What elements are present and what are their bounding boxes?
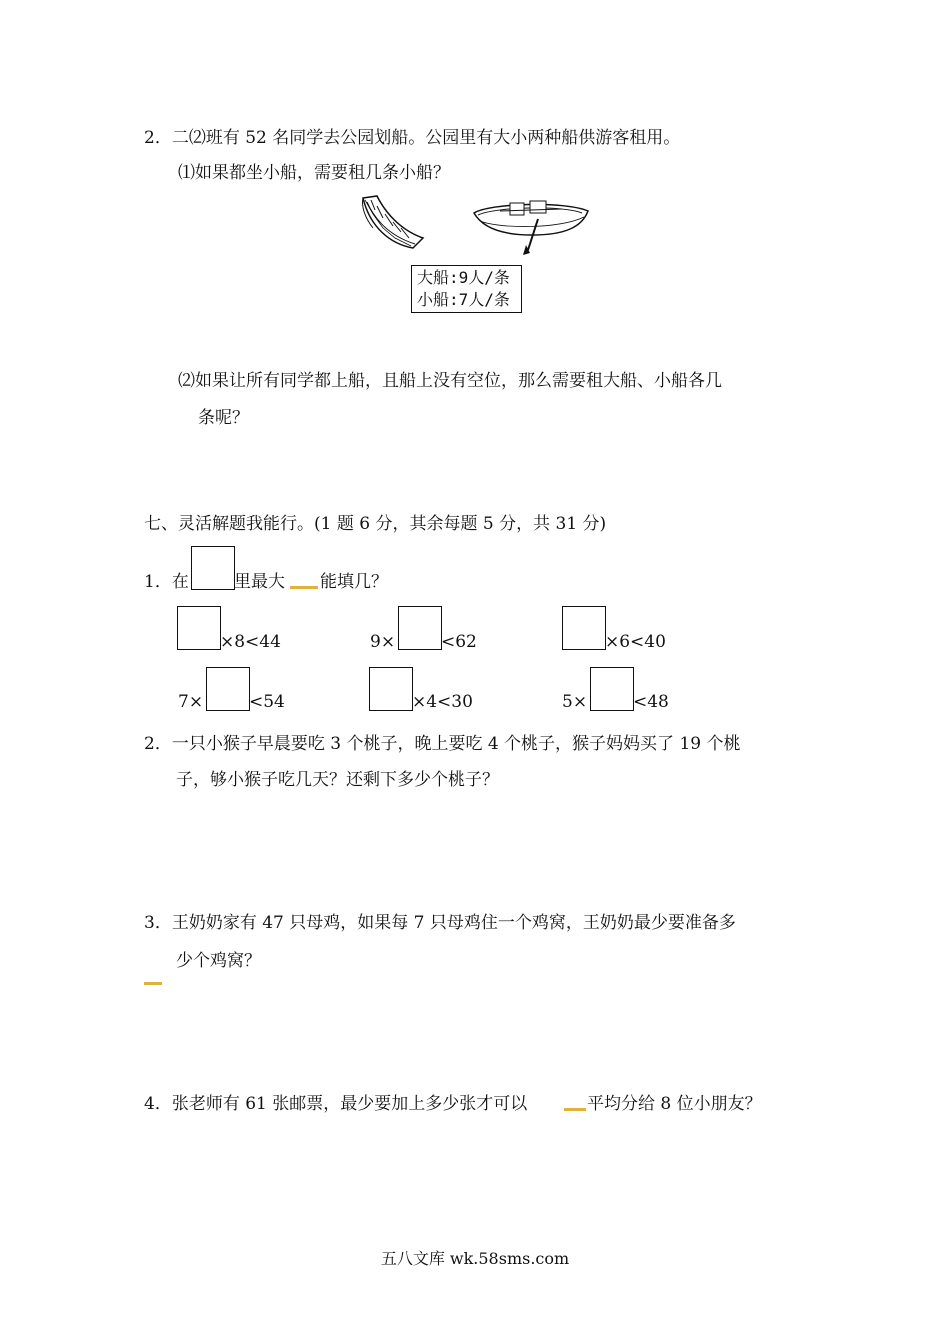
q1-mid: 里最大: [234, 572, 285, 592]
q1-suffix: 能填几？: [320, 572, 388, 592]
answer-box[interactable]: [398, 606, 442, 650]
expr-4-prefix: 7×: [178, 692, 204, 712]
expr-2-prefix: 9×: [370, 632, 396, 652]
q2-line2: 子，够小猴子吃几天？还剩下多少个桃子？: [176, 770, 499, 790]
q4-suffix: 平均分给 8 位小朋友？: [587, 1094, 762, 1114]
big-boat-illustration: [355, 192, 430, 254]
expr-6-prefix: 5×: [562, 692, 588, 712]
expr-4-suffix: <54: [249, 692, 285, 712]
q3-line1: 3．王奶奶家有 47 只母鸡，如果每 7 只母鸡住一个鸡窝，王奶奶最少要准备多: [144, 913, 736, 933]
section7-heading: 七、灵活解题我能行。(1 题 6 分，其余每题 5 分，共 31 分): [144, 514, 607, 534]
q1-prefix: 1．在: [144, 572, 189, 592]
highlight-mark: [144, 982, 162, 985]
legend-small-boat: 小船:7人/条: [417, 290, 510, 309]
answer-box[interactable]: [191, 546, 235, 590]
answer-box[interactable]: [590, 667, 634, 711]
expr-6-suffix: <48: [633, 692, 669, 712]
footer-watermark: 五八文库 wk.58sms.com: [380, 1249, 570, 1268]
expr-3: ×6<40: [605, 632, 666, 652]
answer-box[interactable]: [562, 606, 606, 650]
q4-prefix: 4．张老师有 61 张邮票，最少要加上多少张才可以: [144, 1094, 528, 1114]
expr-5: ×4<30: [412, 692, 473, 712]
q3-line2: 少个鸡窝？: [176, 951, 261, 971]
answer-box[interactable]: [177, 606, 221, 650]
expr-2-suffix: <62: [441, 632, 477, 652]
q2-line1: 2．一只小猴子早晨要吃 3 个桃子，晚上要吃 4 个桃子，猴子妈妈买了 19 个桃: [144, 734, 741, 754]
legend-big-boat: 大船:9人/条: [417, 268, 510, 287]
q2-subquestion-2-line1: ⑵如果让所有同学都上船，且船上没有空位，那么需要租大船、小船各几: [178, 371, 722, 391]
highlight-mark: [290, 586, 318, 589]
boat-capacity-legend: [411, 265, 522, 313]
q2-subquestion-2-line2: 条呢？: [198, 408, 249, 428]
answer-box[interactable]: [206, 667, 250, 711]
answer-box[interactable]: [369, 667, 413, 711]
expr-1: ×8<44: [220, 632, 281, 652]
highlight-mark: [564, 1108, 586, 1111]
small-boat-illustration: [470, 195, 592, 257]
q2-subquestion-1: ⑴如果都坐小船，需要租几条小船？: [178, 163, 450, 183]
q2-title: 2．二⑵班有 52 名同学去公园划船。公园里有大小两种船供游客租用。: [144, 128, 681, 148]
